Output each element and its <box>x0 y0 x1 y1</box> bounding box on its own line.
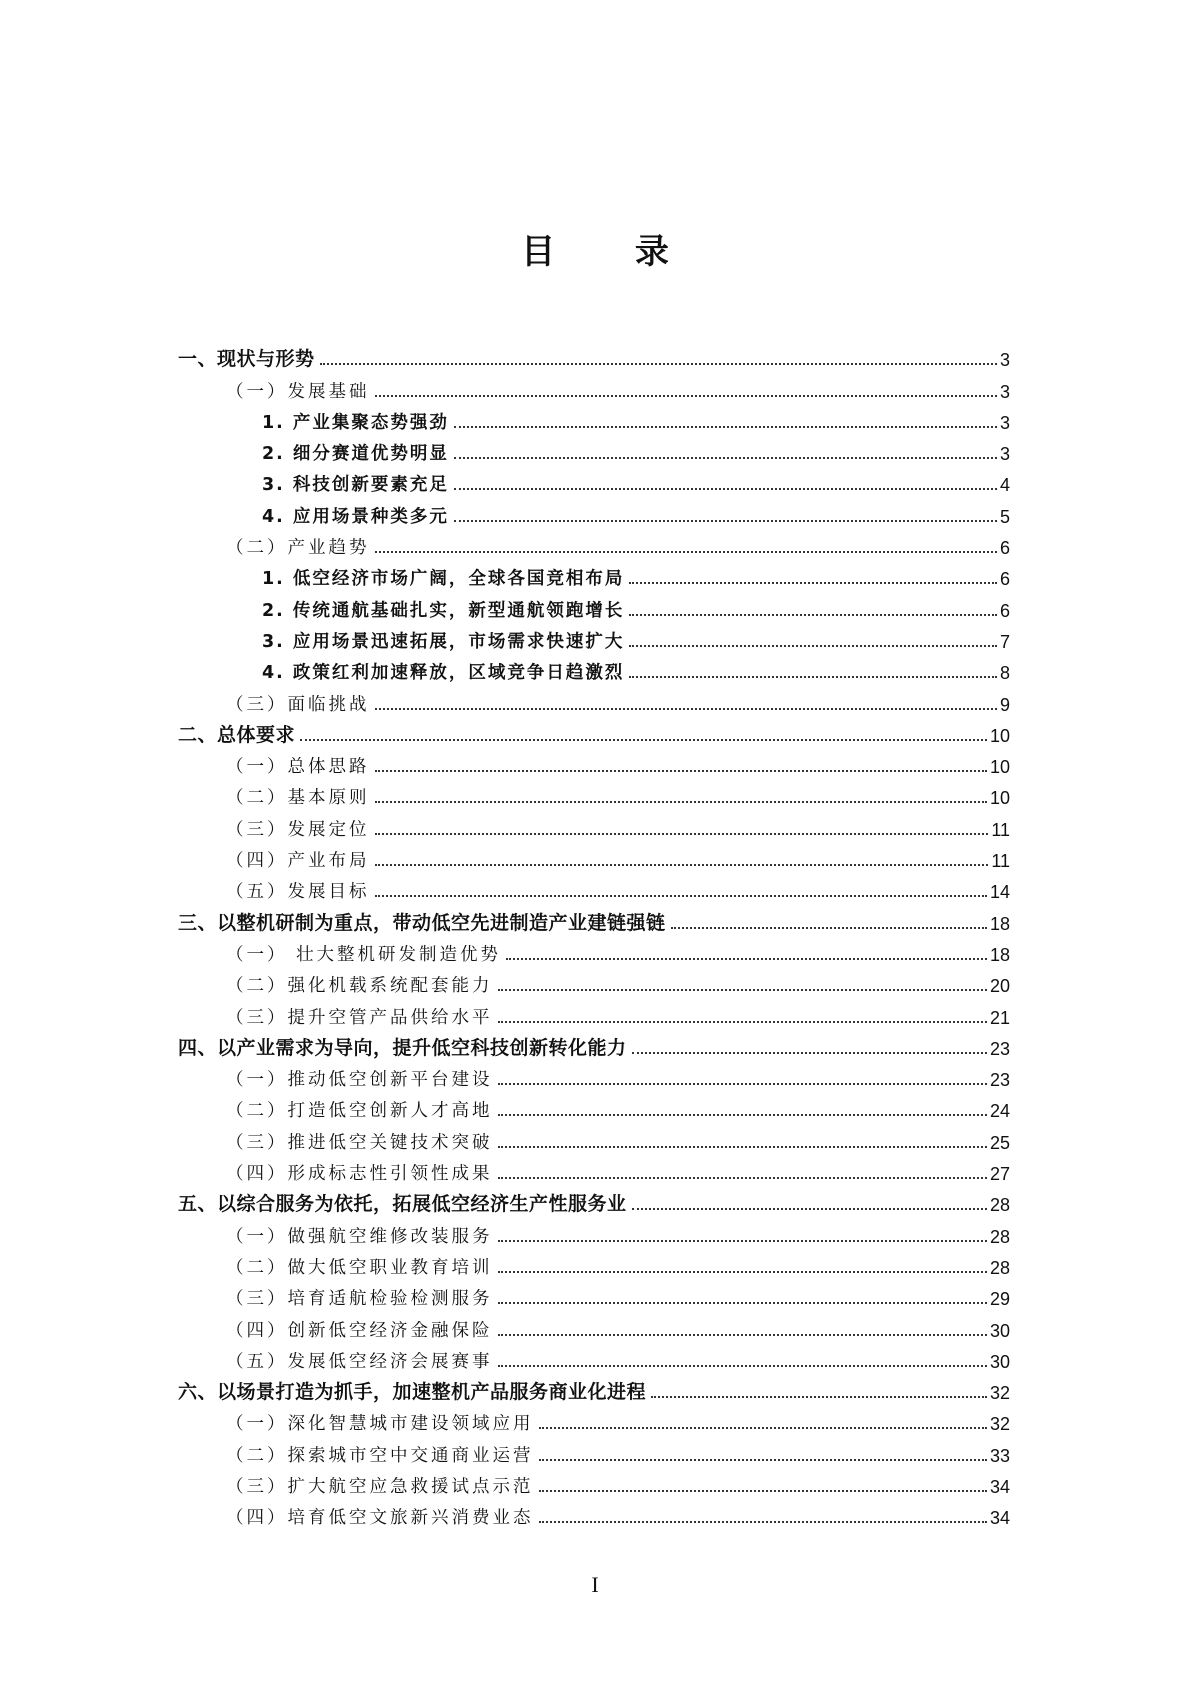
toc-entry-level-1[interactable] <box>178 716 1010 747</box>
toc-entry-label: 4. 政策红利加速释放，区域竞争日趋激烈 <box>262 663 625 684</box>
toc-entry-level-2[interactable] <box>178 809 1010 840</box>
dot-leader <box>375 833 989 835</box>
toc-entry-label: （三）扩大航空应急救援试点示范 <box>226 1476 534 1497</box>
toc-entry-page-number: 10 <box>989 788 1010 809</box>
dot-leader <box>632 1208 987 1210</box>
toc-entry-level-2[interactable] <box>178 1498 1010 1529</box>
toc-entry-page-number: 6 <box>999 569 1010 590</box>
toc-entry-page-number: 3 <box>999 381 1010 402</box>
toc-entry-level-1[interactable] <box>178 903 1010 934</box>
toc-entry-label: （四）创新低空经济金融保险 <box>226 1320 493 1341</box>
dot-leader <box>454 520 997 522</box>
toc-entry-level-2[interactable] <box>178 1216 1010 1247</box>
toc-entry-label: （一）总体思路 <box>226 757 370 778</box>
toc-entry-level-3[interactable] <box>178 590 1010 621</box>
toc-entry-label: 3. 科技创新要素充足 <box>262 475 449 496</box>
toc-entry-label: （二）打造低空创新人才高地 <box>226 1101 493 1122</box>
toc-entry-level-2[interactable] <box>178 935 1010 966</box>
dot-leader <box>506 958 987 960</box>
toc-entry-label: （四）产业布局 <box>226 851 370 872</box>
toc-entry-level-3[interactable] <box>178 465 1010 496</box>
toc-entry-page-number: 28 <box>989 1257 1010 1278</box>
toc-entry-page-number: 18 <box>989 913 1010 934</box>
dot-leader <box>629 645 997 647</box>
toc-entry-page-number: 27 <box>989 1164 1010 1185</box>
toc-entry-page-number: 34 <box>989 1508 1010 1529</box>
dot-leader <box>375 708 997 710</box>
toc-entry-page-number: 3 <box>999 444 1010 465</box>
dot-leader <box>375 551 997 553</box>
toc-entry-label: （五）发展低空经济会展赛事 <box>226 1351 493 1372</box>
dot-leader <box>454 488 997 490</box>
toc-entry-level-2[interactable] <box>178 1279 1010 1310</box>
toc-entry-page-number: 21 <box>989 1007 1010 1028</box>
toc-entry-page-number: 11 <box>991 851 1010 872</box>
dot-leader <box>539 1490 987 1492</box>
toc-entry-level-2[interactable] <box>178 872 1010 903</box>
dot-leader <box>539 1427 987 1429</box>
table-of-contents <box>178 340 1010 1529</box>
toc-entry-label: （二）做大低空职业教育培训 <box>226 1257 493 1278</box>
toc-title: 目 录 <box>521 232 703 272</box>
dot-leader <box>539 1459 987 1461</box>
toc-entry-level-1[interactable] <box>178 1373 1010 1404</box>
dot-leader <box>629 614 997 616</box>
toc-entry-page-number: 8 <box>999 663 1010 684</box>
toc-entry-page-number: 11 <box>991 819 1010 840</box>
toc-entry-level-2[interactable] <box>178 371 1010 402</box>
toc-entry-page-number: 23 <box>989 1070 1010 1091</box>
toc-entry-label: （五）发展目标 <box>226 882 370 903</box>
dot-leader <box>375 895 987 897</box>
toc-entry-level-2[interactable] <box>178 1060 1010 1091</box>
dot-leader <box>651 1396 987 1398</box>
dot-leader <box>498 1240 987 1242</box>
toc-entry-level-3[interactable] <box>178 653 1010 684</box>
toc-entry-level-2[interactable] <box>178 528 1010 559</box>
toc-entry-label: 四、以产业需求为导向，提升低空科技创新转化能力 <box>178 1036 627 1059</box>
toc-entry-label: （四）形成标志性引领性成果 <box>226 1164 493 1185</box>
toc-entry-label: （三）提升空管产品供给水平 <box>226 1007 493 1028</box>
dot-leader <box>300 739 987 741</box>
toc-entry-page-number: 28 <box>989 1195 1010 1216</box>
dot-leader <box>671 927 987 929</box>
toc-entry-level-2[interactable] <box>178 1310 1010 1341</box>
toc-entry-page-number: 33 <box>989 1445 1010 1466</box>
toc-entry-label: （三）发展定位 <box>226 819 370 840</box>
toc-entry-page-number: 4 <box>999 475 1010 496</box>
toc-entry-page-number: 34 <box>989 1476 1010 1497</box>
toc-entry-page-number: 24 <box>989 1101 1010 1122</box>
toc-entry-page-number: 5 <box>999 506 1010 527</box>
toc-entry-level-2[interactable] <box>178 684 1010 715</box>
toc-entry-level-3[interactable] <box>178 434 1010 465</box>
toc-entry-label: （一）做强航空维修改装服务 <box>226 1226 493 1247</box>
toc-entry-label: （三）推进低空关键技术突破 <box>226 1132 493 1153</box>
toc-entry-page-number: 25 <box>989 1132 1010 1153</box>
toc-entry-page-number: 30 <box>989 1351 1010 1372</box>
toc-entry-label: 二、总体要求 <box>178 723 296 746</box>
dot-leader <box>498 1083 987 1085</box>
toc-entry-page-number: 32 <box>989 1383 1010 1404</box>
dot-leader <box>320 363 997 365</box>
toc-entry-level-1[interactable] <box>178 1029 1010 1060</box>
dot-leader <box>498 1302 987 1304</box>
toc-entry-label: （二）产业趋势 <box>226 538 370 559</box>
toc-entry-page-number: 7 <box>999 631 1010 652</box>
toc-entry-level-2[interactable] <box>178 1154 1010 1185</box>
toc-entry-label: 一、现状与形势 <box>178 348 315 371</box>
dot-leader <box>375 864 989 866</box>
toc-entry-page-number: 18 <box>989 944 1010 965</box>
toc-entry-label: 1. 低空经济市场广阔，全球各国竞相布局 <box>262 569 625 590</box>
dot-leader <box>632 1052 987 1054</box>
toc-entry-level-3[interactable] <box>178 622 1010 653</box>
toc-entry-label: （四）培育低空文旅新兴消费业态 <box>226 1508 534 1529</box>
toc-entry-page-number: 23 <box>989 1038 1010 1059</box>
toc-entry-label: 三、以整机研制为重点，带动低空先进制造产业建链强链 <box>178 911 666 934</box>
toc-entry-label: （一）推动低空创新平台建设 <box>226 1070 493 1091</box>
dot-leader <box>498 1334 987 1336</box>
toc-entry-label: 六、以场景打造为抓手，加速整机产品服务商业化进程 <box>178 1381 647 1404</box>
dot-leader <box>498 1114 987 1116</box>
toc-entry-page-number: 3 <box>999 412 1010 433</box>
toc-entry-label: 3. 应用场景迅速拓展，市场需求快速扩大 <box>262 631 625 652</box>
toc-entry-level-3[interactable] <box>178 403 1010 434</box>
toc-entry-page-number: 9 <box>999 694 1010 715</box>
toc-entry-page-number: 6 <box>999 600 1010 621</box>
toc-entry-level-3[interactable] <box>178 496 1010 527</box>
toc-entry-label: 4. 应用场景种类多元 <box>262 506 449 527</box>
toc-entry-page-number: 10 <box>989 725 1010 746</box>
toc-entry-page-number: 32 <box>989 1414 1010 1435</box>
toc-entry-label: 2. 传统通航基础扎实，新型通航领跑增长 <box>262 600 625 621</box>
toc-entry-page-number: 30 <box>989 1320 1010 1341</box>
toc-entry-level-2[interactable] <box>178 1404 1010 1435</box>
dot-leader <box>629 582 997 584</box>
dot-leader <box>498 989 987 991</box>
toc-entry-level-2[interactable] <box>178 997 1010 1028</box>
toc-entry-label: （二）强化机载系统配套能力 <box>226 976 493 997</box>
toc-entry-level-2[interactable] <box>178 1342 1010 1373</box>
toc-entry-level-2[interactable] <box>178 1248 1010 1279</box>
toc-entry-label: 2. 细分赛道优势明显 <box>262 444 449 465</box>
toc-entry-level-2[interactable] <box>178 1467 1010 1498</box>
toc-entry-page-number: 10 <box>989 757 1010 778</box>
dot-leader <box>375 770 987 772</box>
toc-entry-label: （二）探索城市空中交通商业运营 <box>226 1445 534 1466</box>
dot-leader <box>498 1365 987 1367</box>
toc-entry-level-2[interactable] <box>178 841 1010 872</box>
toc-entry-level-1[interactable] <box>178 1185 1010 1216</box>
dot-leader <box>498 1146 987 1148</box>
toc-entry-level-2[interactable] <box>178 1091 1010 1122</box>
dot-leader <box>498 1021 987 1023</box>
dot-leader <box>498 1271 987 1273</box>
toc-entry-level-2[interactable] <box>178 1122 1010 1153</box>
dot-leader <box>498 1177 987 1179</box>
toc-entry-level-2[interactable] <box>178 1435 1010 1466</box>
toc-entry-page-number: 14 <box>989 882 1010 903</box>
dot-leader <box>539 1521 987 1523</box>
toc-entry-label: （三）培育适航检验检测服务 <box>226 1289 493 1310</box>
toc-entry-page-number: 29 <box>989 1289 1010 1310</box>
toc-entry-level-2[interactable] <box>178 778 1010 809</box>
page-folio: I <box>591 1572 599 1597</box>
toc-entry-level-1[interactable] <box>178 340 1010 371</box>
dot-leader <box>629 676 997 678</box>
toc-entry-label: （一） 壮大整机研发制造优势 <box>226 944 502 965</box>
toc-entry-label: （三）面临挑战 <box>226 694 370 715</box>
toc-entry-page-number: 20 <box>989 976 1010 997</box>
dot-leader <box>375 801 987 803</box>
toc-entry-page-number: 3 <box>999 350 1010 371</box>
dot-leader <box>454 457 997 459</box>
dot-leader <box>454 426 997 428</box>
toc-entry-label: 1. 产业集聚态势强劲 <box>262 412 449 433</box>
toc-entry-level-3[interactable] <box>178 559 1010 590</box>
toc-entry-label: （一）发展基础 <box>226 381 370 402</box>
toc-entry-level-2[interactable] <box>178 747 1010 778</box>
toc-entry-level-2[interactable] <box>178 966 1010 997</box>
toc-entry-page-number: 28 <box>989 1226 1010 1247</box>
dot-leader <box>375 395 997 397</box>
toc-entry-label: （一）深化智慧城市建设领域应用 <box>226 1414 534 1435</box>
toc-entry-label: 五、以综合服务为依托，拓展低空经济生产性服务业 <box>178 1193 627 1216</box>
toc-entry-page-number: 6 <box>999 538 1010 559</box>
toc-entry-label: （二）基本原则 <box>226 788 370 809</box>
